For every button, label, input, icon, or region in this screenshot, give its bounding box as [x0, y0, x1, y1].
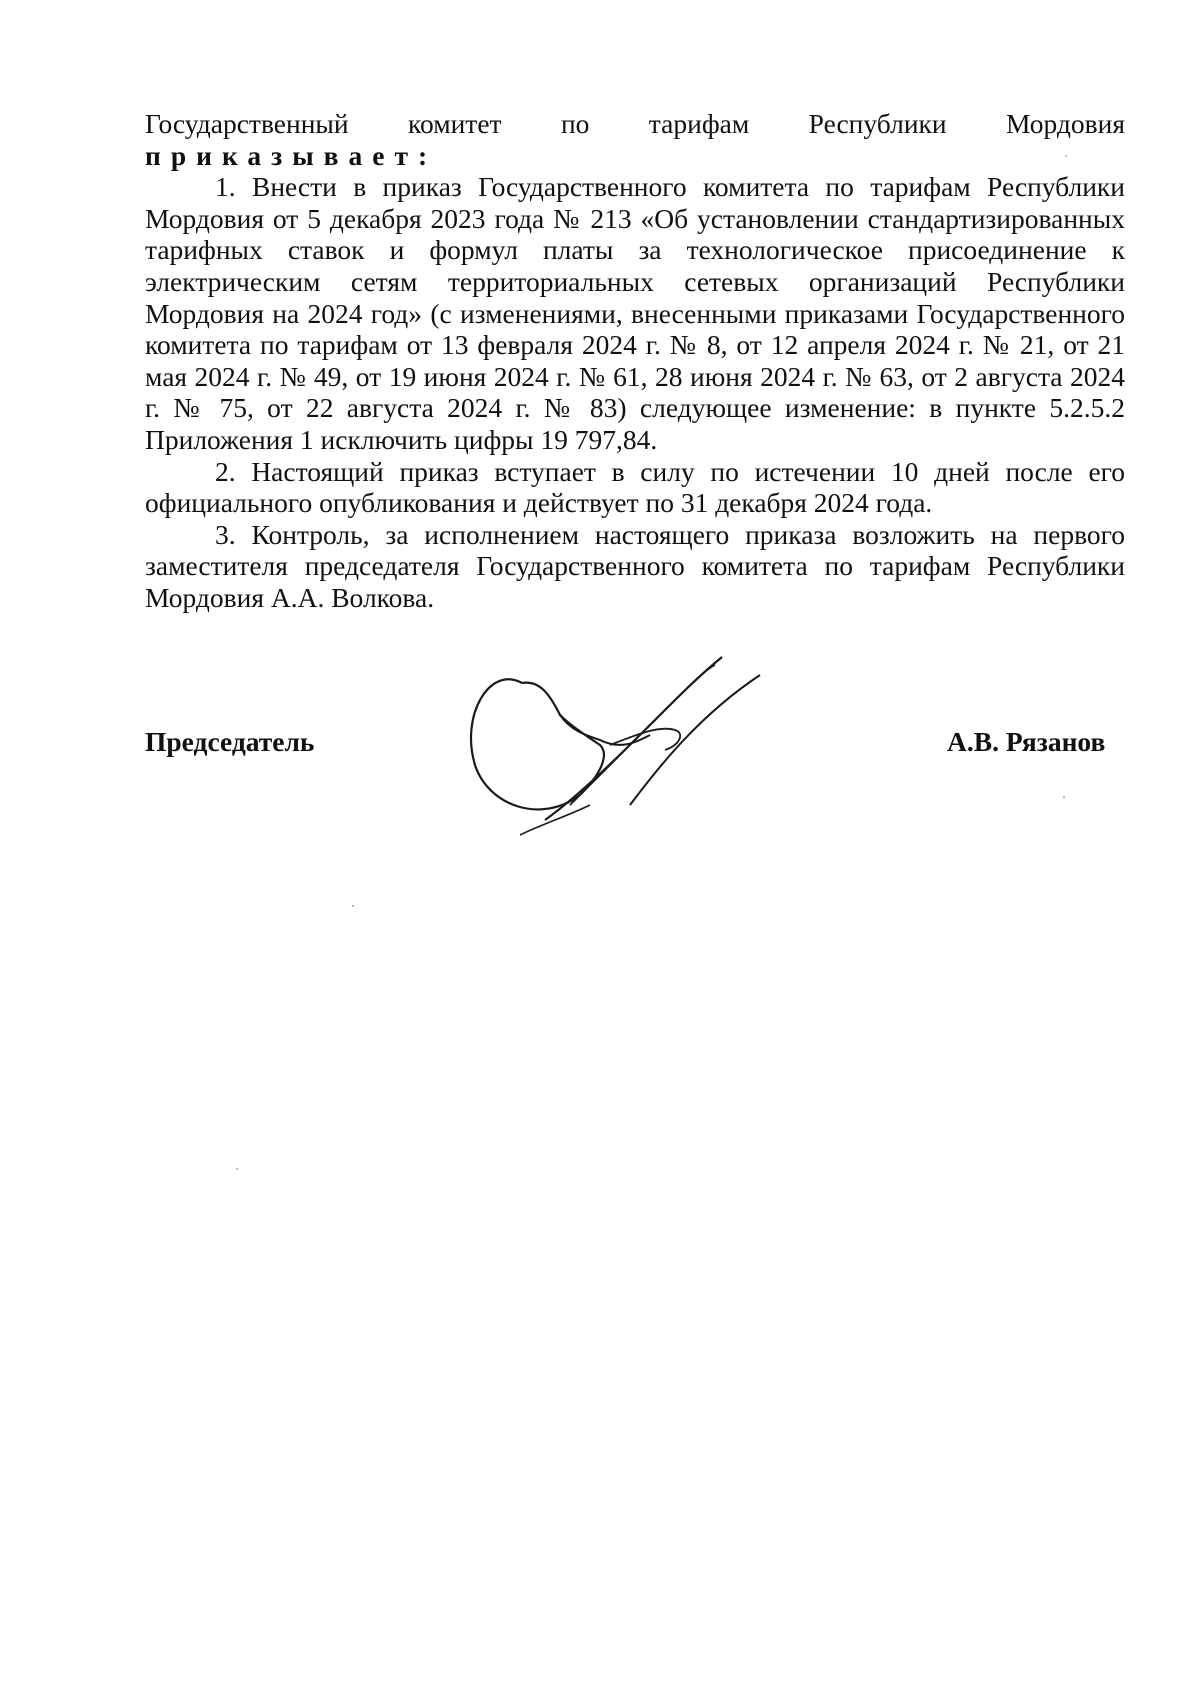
issuing-authority-line: Государственный комитет по тарифам Республики Мордовия [145, 108, 1125, 139]
signer-name: А.В. Рязанов [947, 726, 1106, 757]
scan-speck [1065, 155, 1067, 157]
paragraph-1: 1. Внести в приказ Государственного комитета по тарифам Республики Мордовия от 5 декабря 2023 года № 213 «Об установлении стандартизированных тарифных ставок и формул платы за технологическое присоединение к электрическим сетям территориальных сетевых организаций Республики Мордовия на 2024 год» (с изменениями, внесенными приказами Государственного комитета по тарифам от 13 февраля 2024 г. № 8, от 12 апреля 2024 г. № 21, от 21 мая 2024 г. № 49, от 19 июня 2024 г. № 61, 28 июня 2024 г. № 63, от 2 августа 2024 г. № 75, от 22 августа 2024 г. № 83) следующее изменение: в пункте 5.2.5.2 Приложения 1 исключить цифры 19 797,84. [145, 171, 1125, 455]
order-keyword: приказывает: [145, 139, 438, 171]
handwritten-signature [460, 655, 800, 875]
paragraph-3: 3. Контроль, за исполнением настоящего приказа возложить на первого заместителя председателя Государственного комитета по тарифам Республики Мордовия А.А. Волкова. [145, 518, 1125, 613]
order-body [145, 108, 1125, 614]
paragraph-2: 2. Настоящий приказ вступает в силу по истечении 10 дней после его официального опубликования и действует по 31 декабря 2024 года. [145, 455, 1125, 519]
scan-speck [1063, 796, 1065, 798]
signer-position: Председатель [145, 726, 315, 757]
scan-speck [236, 1168, 238, 1170]
scan-speck [352, 905, 354, 907]
